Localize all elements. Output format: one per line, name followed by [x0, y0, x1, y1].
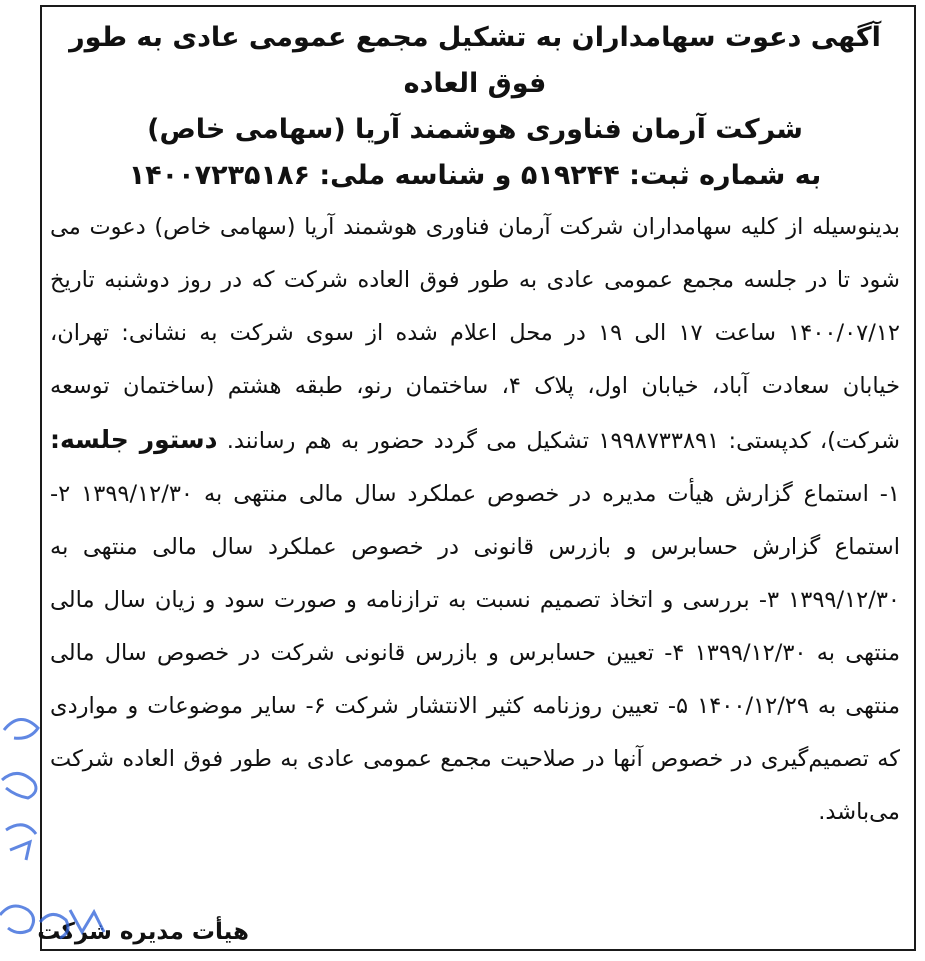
notice-body — [50, 201, 900, 839]
notice-title-line-1: آگهی دعوت سهامداران به تشکیل مجمع عمومی عادی به طور فوق العاده — [69, 22, 881, 99]
agenda-label: دستور جلسه: — [50, 425, 218, 454]
notice-title-line-2: شرکت آرمان فناوری هوشمند آریا (سهامی خاص) — [147, 114, 803, 145]
signature-board-of-directors: هیأت مدیره شرکت — [37, 919, 249, 945]
notice-box — [37, 5, 916, 951]
notice-body-intro: بدینوسیله از کلیه سهامداران شرکت آرمان فناوری هوشمند آریا (سهامی خاص) دعوت می شود تا در جلسه مجمع عمومی عادی به طور فوق العاده شرکت که در روز دوشنبه تاریخ ۱۴۰۰/۰۷/۱۲ ساعت ۱۷ الی ۱۹ در محل اعلام شده از سوی شرکت به نشانی: تهران، خیابان سعادت آباد، خیابان اول، پلاک ۴، ساختمان رنو، طبقه هشتم (ساختمان توسعه شرکت)، کدپستی: ۱۹۹۸۷۳۳۸۹۱ تشکیل می گردد حضور به هم رسانند. — [50, 214, 901, 454]
agenda-text: ۱- استماع گزارش هیأت مدیره در خصوص عملکرد سال مالی منتهی به ۱۳۹۹/۱۲/۳۰ ۲- استماع گزارش حسابرس و بازرس قانونی در خصوص عملکرد سال مالی منتهی به ۱۳۹۹/۱۲/۳۰ ۳- بررسی و اتخاذ تصمیم نسبت به ترازنامه و صورت سود و زیان سال مالی منتهی به ۱۳۹۹/۱۲/۳۰ ۴- تعیین حسابرس و بازرس قانونی شرکت در خصوص سال مالی منتهی به ۱۴۰۰/۱۲/۲۹ ۵- تعیین روزنامه کثیر الانتشار شرکت ۶- سایر موضوعات و مواردی که تصمیم‌گیری در خصوص آنها در صلاحیت مجمع عمومی عادی به طور فوق العاده شرکت می‌باشد. — [50, 481, 900, 825]
notice-title-line-3: به شماره ثبت: ۵۱۹۲۴۴ و شناسه ملی: ۱۴۰۰۷۲۳۵۱۸۶ — [128, 160, 822, 191]
